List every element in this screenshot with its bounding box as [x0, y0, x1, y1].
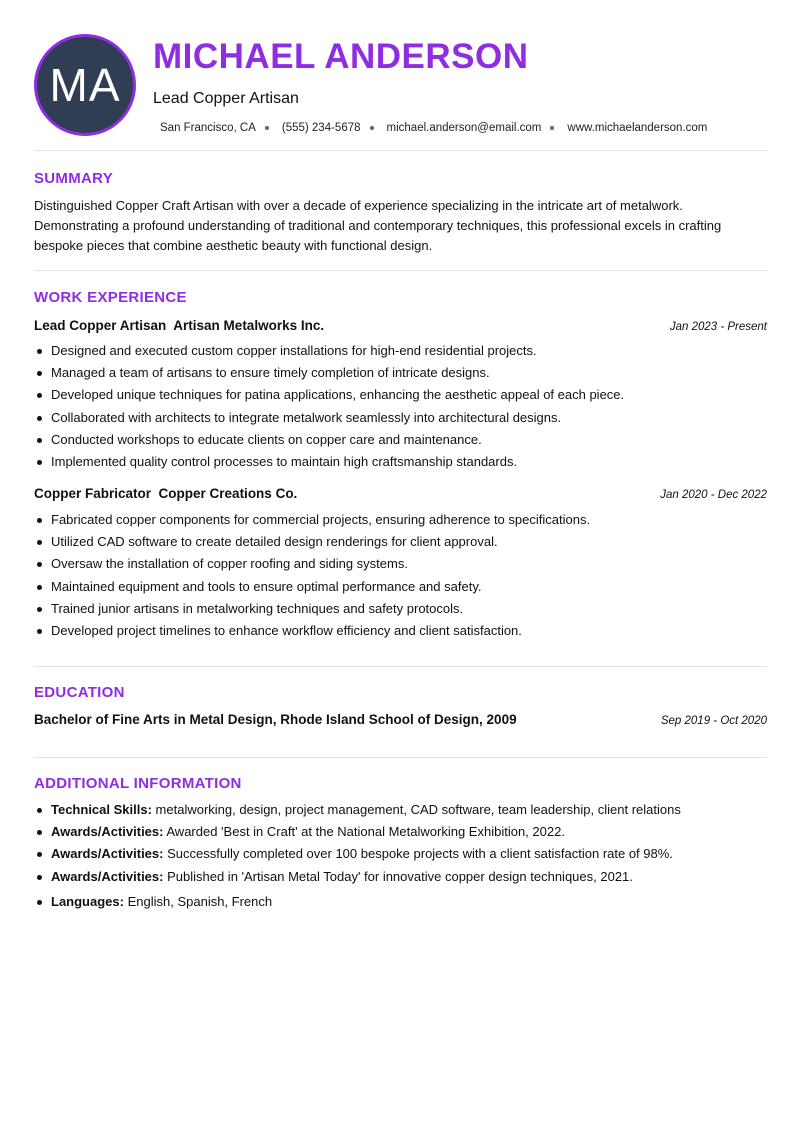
contact-website[interactable]: www.michaelanderson.com: [567, 122, 708, 134]
job-company: Copper Creations Co.: [158, 486, 298, 501]
job-header: [34, 318, 767, 333]
list-item: Oversaw the installation of copper roofing and siding systems.: [34, 553, 767, 575]
list-item: Collaborated with architects to integrate metalwork seamlessly into architectural designs.: [34, 407, 767, 429]
list-item: [34, 891, 767, 913]
job-title: Copper Fabricator: [34, 486, 152, 501]
additional-information-heading: ADDITIONAL INFORMATION: [34, 775, 242, 792]
job-role-line: [34, 486, 297, 501]
list-item: Fabricated copper components for commercial projects, ensuring adherence to specifications.: [34, 509, 767, 531]
list-item: [34, 821, 767, 843]
info-label: Languages:: [51, 893, 124, 909]
list-item: Developed project timelines to enhance workflow efficiency and client satisfaction.: [34, 620, 767, 642]
job-title: Lead Copper Artisan: [34, 318, 167, 333]
additional-info-list: [34, 799, 767, 913]
education-dates: Sep 2019 - Oct 2020: [660, 715, 767, 727]
info-label: Technical Skills:: [51, 802, 152, 817]
list-item: Utilized CAD software to create detailed design renderings for client approval.: [34, 531, 767, 553]
list-item: [34, 843, 767, 865]
contact-info: [160, 120, 760, 136]
avatar: [34, 34, 136, 136]
info-text: English, Spanish, French: [127, 893, 273, 909]
summary-heading: SUMMARY: [34, 170, 114, 187]
list-item: Managed a team of artisans to ensure timely completion of intricate designs.: [34, 362, 767, 384]
list-item: [34, 799, 767, 821]
dot-separator-icon: [265, 126, 269, 130]
contact-location: San Francisco, CA: [160, 122, 256, 134]
info-label: Awards/Activities:: [51, 824, 164, 840]
list-item: Implemented quality control processes to maintain high craftsmanship standards.: [34, 451, 767, 473]
job-role-line: [34, 318, 324, 333]
education-degree: Bachelor of Fine Arts in Metal Design, Rhode Island School of Design, 2009: [34, 712, 517, 727]
list-item: Developed unique techniques for patina applications, enhancing the aesthetic appeal of each piece.: [34, 384, 767, 406]
job-dates: Jan 2023 - Present: [669, 321, 767, 333]
list-item: Designed and executed custom copper installations for high-end residential projects.: [34, 340, 767, 362]
divider: [34, 270, 767, 271]
avatar-initials: MA: [49, 59, 121, 111]
job-bullets: [34, 340, 767, 473]
contact-phone: (555) 234-5678: [281, 122, 361, 134]
info-text: Successfully completed over 100 bespoke projects with a client satisfaction rate of 98%.: [167, 846, 673, 862]
info-label: Awards/Activities:: [51, 868, 164, 884]
list-item: Conducted workshops to educate clients on copper care and maintenance.: [34, 429, 767, 451]
resume-header: [0, 0, 800, 150]
divider: [34, 757, 767, 758]
education-entry: [34, 712, 767, 727]
divider: [34, 150, 767, 151]
divider: [34, 666, 767, 667]
info-text: metalworking, design, project management, CAD software, team leadership, client relations: [155, 802, 681, 817]
work-experience-heading: WORK EXPERIENCE: [34, 289, 187, 306]
summary-text: Distinguished Copper Craft Artisan with over a decade of experience specializing in the intricate art of metalwork. Demonstrating a profound understanding of traditional and contemporary techniques, this professional excels in crafting bespoke pieces that combine aesthetic beauty with functional design.: [34, 198, 722, 253]
candidate-title: Lead Copper Artisan: [153, 90, 299, 107]
education-heading: EDUCATION: [34, 684, 125, 701]
dot-separator-icon: [370, 126, 374, 130]
info-text: Published in 'Artisan Metal Today' for innovative copper design techniques, 2021.: [167, 868, 633, 884]
candidate-name: MICHAEL ANDERSON: [153, 37, 529, 76]
job-header: [34, 486, 767, 501]
job-company: Artisan Metalworks Inc.: [173, 318, 325, 333]
dot-separator-icon: [550, 126, 554, 130]
job-dates: Jan 2020 - Dec 2022: [660, 489, 767, 501]
info-label: Awards/Activities:: [51, 846, 164, 862]
contact-email[interactable]: michael.anderson@email.com: [386, 122, 542, 134]
job-bullets: [34, 509, 767, 642]
list-item: Trained junior artisans in metalworking techniques and safety protocols.: [34, 598, 767, 620]
list-item: [34, 866, 767, 888]
list-item: Maintained equipment and tools to ensure optimal performance and safety.: [34, 576, 767, 598]
info-text: Awarded 'Best in Craft' at the National Metalworking Exhibition, 2022.: [166, 824, 565, 840]
